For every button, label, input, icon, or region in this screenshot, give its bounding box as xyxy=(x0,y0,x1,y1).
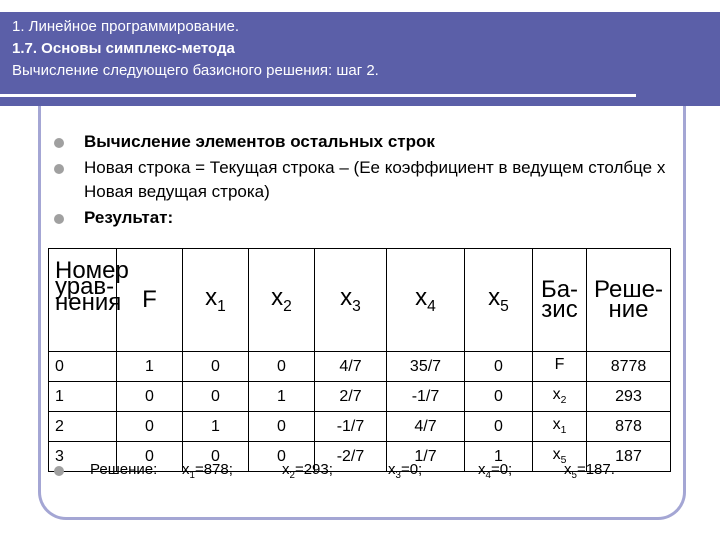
cell-x3: -1/7 xyxy=(315,412,387,442)
bullet-text: Вычисление элементов остальных строк xyxy=(84,132,435,151)
cell-f: 0 xyxy=(117,412,183,442)
cell-x4: 4/7 xyxy=(387,412,465,442)
header-line-1: 1. Линейное программирование. xyxy=(12,18,240,35)
cell-basis: F xyxy=(533,352,587,382)
header-basis: Ба-зис xyxy=(533,249,587,352)
solution-x1: $x_1=878$; xyxy=(182,461,233,481)
cell-x4: -1/7 xyxy=(387,382,465,412)
cell-x5: 0 xyxy=(465,352,533,382)
table-row xyxy=(49,412,671,442)
header-line-2: 1.7. Основы симплекс-метода xyxy=(12,40,235,57)
cell-x1: 0 xyxy=(183,352,249,382)
cell-x4: 1/7 xyxy=(387,442,465,472)
bullet-dot-icon xyxy=(54,466,64,476)
cell-x1: 0 xyxy=(183,382,249,412)
header-x5: $x_5$ xyxy=(465,249,533,352)
cell-solution: 293 xyxy=(587,382,671,412)
cell-x1: 1 xyxy=(183,412,249,442)
cell-f: 0 xyxy=(117,382,183,412)
cell-x5: 1 xyxy=(465,442,533,472)
bullet-dot-icon xyxy=(54,138,64,148)
solution-label: Решение: xyxy=(90,461,158,478)
cell-eq: 2 xyxy=(49,412,117,442)
bullet-text: Результат: xyxy=(84,208,174,227)
table-row xyxy=(49,352,671,382)
header-x3: $x_3$ xyxy=(315,249,387,352)
slide-header xyxy=(0,12,720,106)
cell-x5: 0 xyxy=(465,382,533,412)
bullet-item xyxy=(54,130,674,154)
cell-f: 0 xyxy=(117,442,183,472)
cell-f: 1 xyxy=(117,352,183,382)
bullet-list xyxy=(54,130,674,232)
bullet-item xyxy=(54,206,674,230)
cell-solution: 187 xyxy=(587,442,671,472)
bullet-text: Новая строка = Текущая строка – (Ее коэффициент в ведущем столбце х Новая ведущая строка) xyxy=(84,158,666,201)
cell-x4: 35/7 xyxy=(387,352,465,382)
cell-x2: 0 xyxy=(249,442,315,472)
cell-x2: 0 xyxy=(249,352,315,382)
cell-solution: 878 xyxy=(587,412,671,442)
table-header-row xyxy=(49,249,671,352)
header-x4: $x_4$ xyxy=(387,249,465,352)
cell-x3: 4/7 xyxy=(315,352,387,382)
cell-eq: 1 xyxy=(49,382,117,412)
cell-eq: 0 xyxy=(49,352,117,382)
bullet-item xyxy=(54,156,674,204)
cell-eq: 3 xyxy=(49,442,117,472)
table-row xyxy=(49,382,671,412)
bullet-dot-icon xyxy=(54,214,64,224)
cell-x5: 0 xyxy=(465,412,533,442)
bullet-dot-icon xyxy=(54,164,64,174)
cell-x1: 0 xyxy=(183,442,249,472)
cell-basis: $x_2$ xyxy=(533,382,587,412)
header-rule xyxy=(0,94,636,97)
solution-x2: $x_2=293$; xyxy=(282,461,333,481)
cell-x2: 0 xyxy=(249,412,315,442)
cell-x2: 1 xyxy=(249,382,315,412)
solution-x3: $x_3=0$; xyxy=(388,461,423,481)
header-x1: $x_1$ xyxy=(183,249,249,352)
cell-x3: -2/7 xyxy=(315,442,387,472)
solution-x4: $x_4=0$; xyxy=(478,461,513,481)
header-eq-number: Номер урав-нения xyxy=(49,249,117,352)
header-f: F xyxy=(117,249,183,352)
solution-line xyxy=(54,459,694,483)
header-x2: $x_2$ xyxy=(249,249,315,352)
cell-x3: 2/7 xyxy=(315,382,387,412)
cell-solution: 8778 xyxy=(587,352,671,382)
cell-basis: $x_1$ xyxy=(533,412,587,442)
simplex-table xyxy=(48,248,671,472)
cell-basis: $x_5$ xyxy=(533,442,587,472)
header-line-3: Вычисление следующего базисного решения: шаг 2. xyxy=(12,62,379,79)
header-solution: Реше-ние xyxy=(587,249,671,352)
solution-x5: $x_5=187$. xyxy=(564,461,615,481)
